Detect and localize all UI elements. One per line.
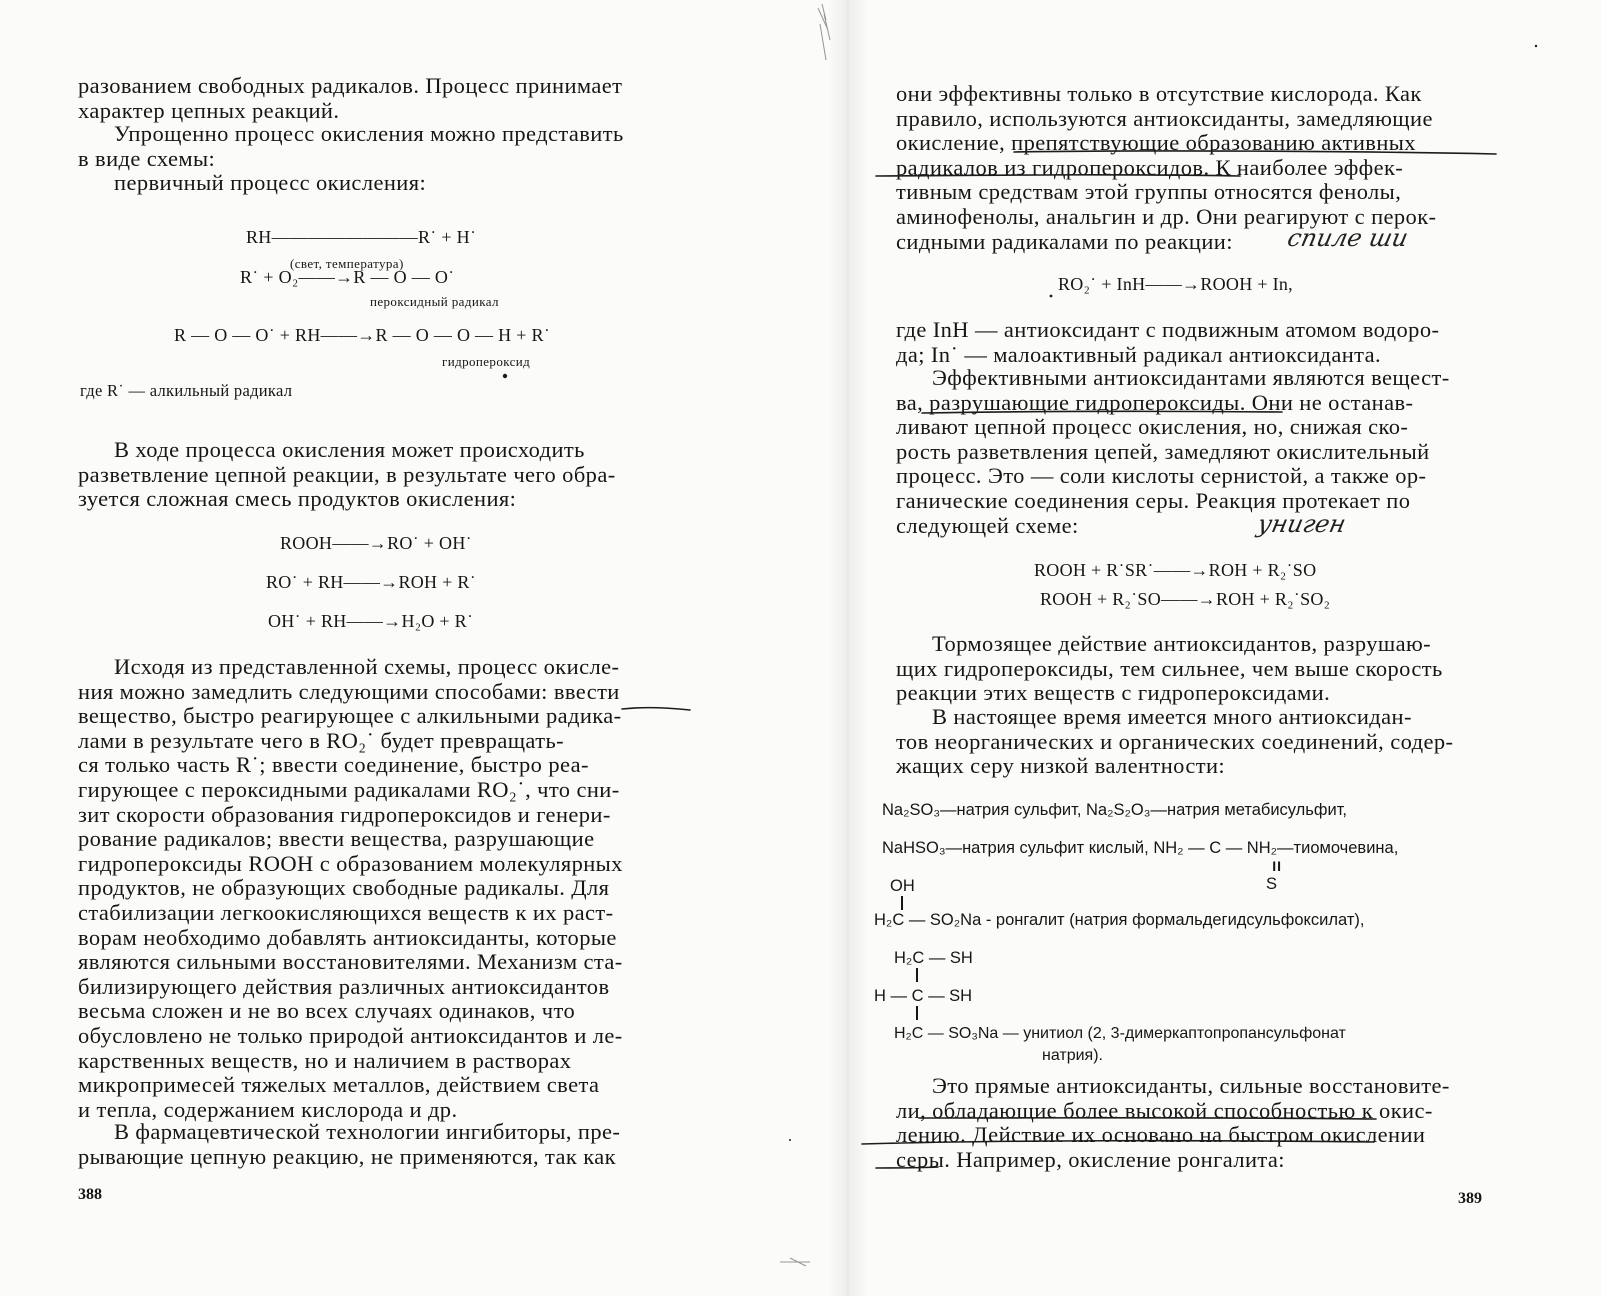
handwritten-note-2: униген <box>1255 510 1349 538</box>
chem-unithiol-line-1: H₂C — SH <box>894 949 973 967</box>
book-spine-shadow <box>828 0 868 1296</box>
left-equation-2: R˙ + O₂——→R — O — O˙ <box>240 267 455 287</box>
right-page-number: 389 <box>1458 1190 1482 1207</box>
left-paragraph-3: первичный процесс окисления: <box>114 170 427 195</box>
right-paragraph-3: Эффективными антиоксидантами являются вещест- ва, разрушающие гидропероксиды. Они не останав- ливают цепной процесс окисления, но, снижая ско- рость разветвления цепей, замедляют окислительный процесс. Это — соли кислоты сернистой, а также ор- ганические соединения серы. Реакция протекает по следующей схеме: <box>896 365 1450 538</box>
left-equation-5: RO˙ + RH——→ROH + R˙ <box>266 572 477 592</box>
chem-unithiol-bond-2 <box>916 1006 918 1020</box>
right-paragraph-1: они эффективны только в отсутствие кислорода. Как правило, используются антиоксиданты, замедляющие окисление, препятствующие образованию активных радикалов из гидропероксидов. К наиболее эффек- тивным средствам этой группы относятся фенолы, аминофенолы, анальгин и др. Они реагируют с перок- сидными радикалами по реакции: <box>896 81 1437 254</box>
left-paragraph-6: В фармацевтической технологии ингибиторы, пре- рывающие цепную реакцию, не применяются, так как <box>78 1119 621 1169</box>
left-paragraph-2: Упрощенно процесс окисления можно представить в виде схемы: <box>78 121 624 171</box>
right-paragraph-4: Тормозящее действие антиоксидантов, разрушаю- щих гидропероксиды, тем сильнее, чем выше скорость реакции этих веществ с гидропероксидами. <box>896 631 1443 706</box>
chem-thiourea-sulfur: S <box>1266 875 1278 893</box>
spine-scan-marks <box>780 4 830 1266</box>
chem-unithiol-line-4: натрия). <box>1042 1047 1103 1064</box>
right-paragraph-5: В настоящее время имеется много антиоксидан- тов неорганических и органических соединений, содер- жащих серу низкой валентности: <box>896 704 1454 779</box>
left-equation-4: ROOH——→RO˙ + OH˙ <box>280 533 472 553</box>
handwritten-note-1: спиле ши <box>1285 224 1411 252</box>
right-equation-2: ROOH + R˙SR˙——→ROH + R₂˙SO <box>1034 560 1317 580</box>
chem-thiourea-double-bond: II <box>1272 858 1282 874</box>
chem-unithiol-bond-1 <box>916 968 918 982</box>
left-page <box>78 0 718 1296</box>
right-paragraph-2: где InH — антиоксидант с подвижным атомом водоро- да; In˙ — малоактивный радикал антиоксиданта. <box>896 317 1440 367</box>
chem-rongalite-oh: OH <box>890 877 915 895</box>
chem-unithiol-line-3: H₂C — SO₃Na — унитиол (2, 3-димеркаптопропансульфонат <box>894 1025 1346 1042</box>
chem-line-thiourea: NaHSO₃—натрия сульфит кислый, NH₂ — C — NH₂—тиомочевина, <box>882 839 1399 857</box>
left-paragraph-4: В ходе процесса окисления может происходить разветвление цепной реакции, в результате чего обра- зуется сложная смесь продуктов окисления: <box>78 437 616 512</box>
left-paragraph-1: разованием свободных радикалов. Процесс принимает характер цепных реакций. <box>78 73 623 123</box>
chem-line-rongalite: H₂C — SO₂Na - ронгалит (натрия формальдегидсульфоксилат), <box>874 911 1365 929</box>
left-paragraph-5: Исходя из представленной схемы, процесс окисле- ния можно замедлить следующими способами: ввести вещество, быстро реагирующее с алкильными радика- лами в результате чего в RO₂˙ будет превращать- ся только часть R˙; ввести соединение, быстро реа- гирующее с пероксидными радикалами RO₂˙, что сни- зит скорости образования гидропероксидов и генери- рование радикалов; ввести вещества, разрушающие гидропероксиды ROOH с образованием молекулярных продуктов, не образующих свободные радикалы. Для стабилизации легкоокисляющихся веществ к их раст- ворам необходимо добавлять антиоксиданты, которые являются сильными восстановителями. Механизм ста- билизирующего действия различных антиоксидантов весьма сложен и не во всех случаях одинаков, что обусловлено не только природой антиоксидантов и ле- карственных веществ, но и наличием в растворах микропримесей тяжелых металлов, действием света и тепла, содержанием кислорода и др. <box>78 654 623 1122</box>
right-equation-3: ROOH + R₂˙SO——→ROH + R₂˙SO₂ <box>1040 589 1331 609</box>
left-page-number: 388 <box>78 1186 102 1203</box>
left-equation-1: RH————————R˙ + H˙ <box>246 227 477 247</box>
right-page <box>874 0 1538 1296</box>
right-equation-1: RO₂˙ + InH——→ROOH + In, <box>1058 274 1293 294</box>
right-paragraph-6: Это прямые антиоксиданты, сильные восстановите- ли, обладающие более высокой способностью к окис- лению. Действие их основано на быстром окислении серы. Например, окисление ронгалита: <box>896 1073 1450 1172</box>
chem-rongalite-bond <box>901 896 903 910</box>
left-equation-2-note: пероксидный радикал <box>370 294 499 309</box>
left-where-note: где R˙ — алкильный радикал <box>80 381 293 400</box>
left-equation-1-note: (свет, температура) <box>290 256 404 271</box>
chem-line-sulfites: Na₂SO₃—натрия сульфит, Na₂S₂O₃—натрия метабисульфит, <box>882 801 1348 819</box>
left-equation-3-note: гидропероксид <box>442 354 531 369</box>
chem-unithiol-line-2: H — C — SH <box>874 987 973 1005</box>
left-equation-3: R — O — O˙ + RH——→R — O — O — H + R˙ <box>174 325 551 345</box>
left-equation-6: OH˙ + RH——→H₂O + R˙ <box>268 611 474 631</box>
